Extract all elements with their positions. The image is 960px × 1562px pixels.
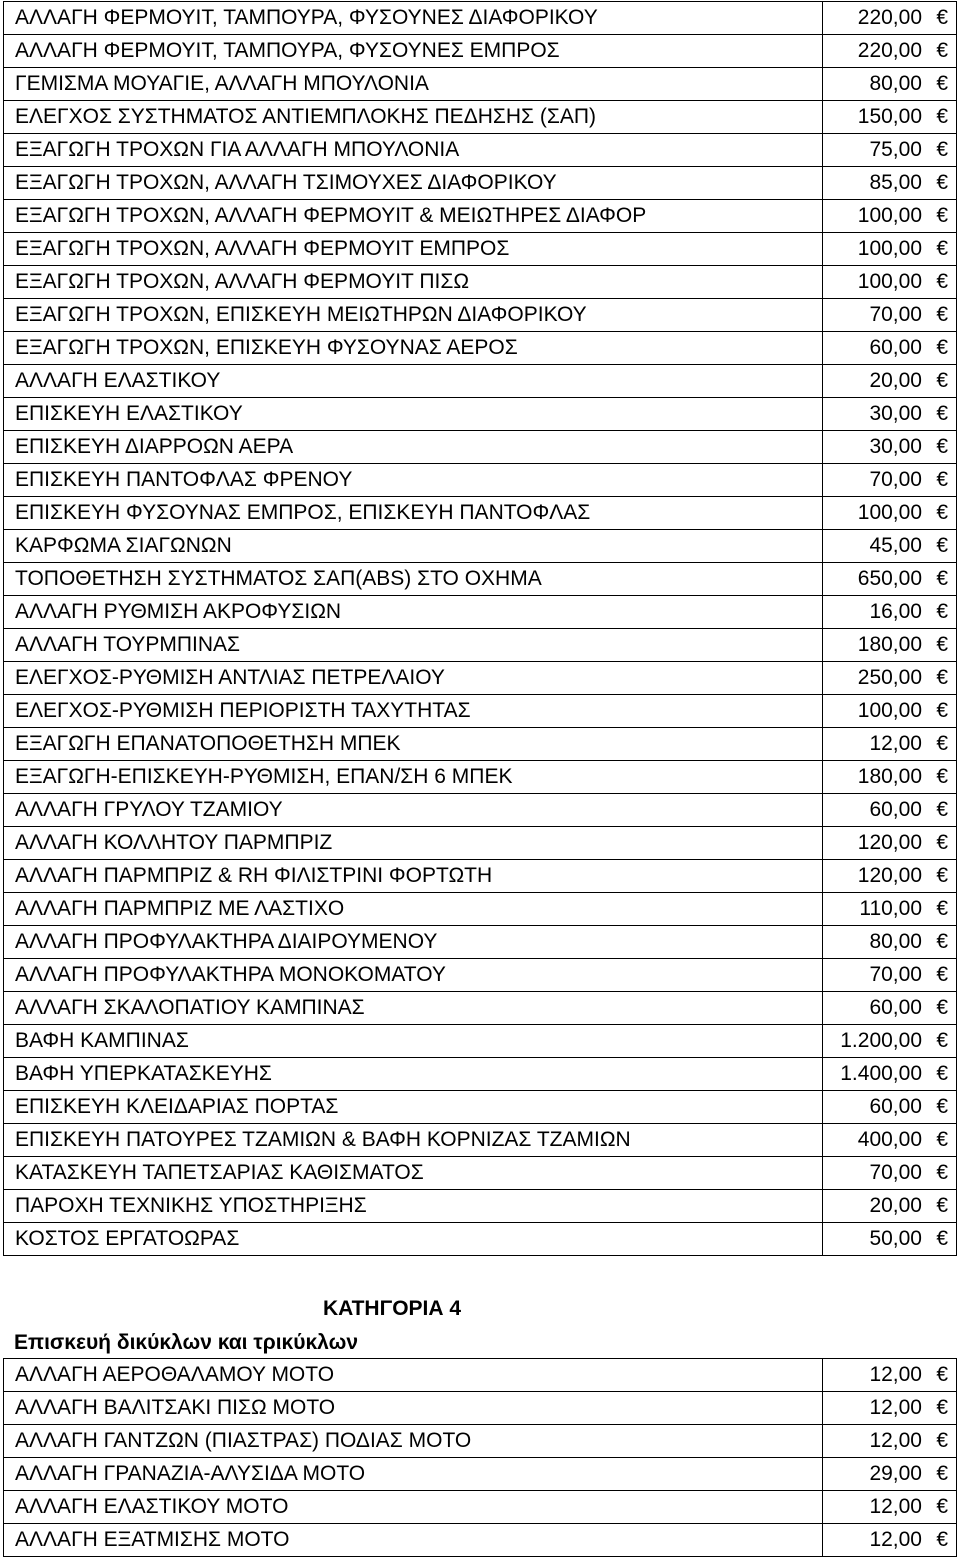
service-price: 100,00 — [857, 237, 922, 260]
euro-icon: € — [936, 1227, 948, 1250]
service-price: 12,00 — [869, 1495, 922, 1518]
euro-icon: € — [936, 336, 948, 359]
service-price-cell — [823, 266, 957, 299]
table-row — [4, 1058, 957, 1091]
table-row — [4, 992, 957, 1025]
service-description: ΑΛΛΑΓΗ ΚΟΛΛΗΤΟΥ ΠΑΡΜΠΡΙΖ — [4, 827, 823, 860]
service-price: 60,00 — [869, 1095, 922, 1118]
service-price-cell — [823, 1491, 957, 1524]
service-price: 29,00 — [869, 1462, 922, 1485]
service-price-cell — [823, 959, 957, 992]
euro-icon: € — [936, 600, 948, 623]
service-price: 110,00 — [859, 897, 922, 920]
service-description: ΕΞΑΓΩΓΗ ΤΡΟΧΩΝ, ΑΛΛΑΓΗ ΤΣΙΜΟΥΧΕΣ ΔΙΑΦΟΡΙΚΟΥ — [4, 167, 823, 200]
service-price-cell — [823, 1223, 957, 1256]
table-row — [4, 959, 957, 992]
service-price-cell — [823, 431, 957, 464]
service-price-cell — [823, 860, 957, 893]
service-price: 100,00 — [857, 699, 922, 722]
service-price-cell — [823, 35, 957, 68]
euro-icon: € — [936, 666, 948, 689]
service-price: 75,00 — [869, 138, 922, 161]
service-description: ΓΕΜΙΣΜΑ ΜΟΥΑΓΙΕ, ΑΛΛΑΓΗ ΜΠΟΥΛΟΝΙΑ — [4, 68, 823, 101]
euro-icon: € — [936, 1128, 948, 1151]
euro-icon: € — [936, 468, 948, 491]
service-price-cell — [823, 1425, 957, 1458]
table-row — [4, 860, 957, 893]
service-price-cell — [823, 1392, 957, 1425]
table-row — [4, 695, 957, 728]
service-description: ΠΑΡΟΧΗ ΤΕΧΝΙΚΗΣ ΥΠΟΣΤΗΡΙΞΗΣ — [4, 1190, 823, 1223]
table-row — [4, 2, 957, 35]
table-row — [4, 1190, 957, 1223]
service-description: ΑΛΛΑΓΗ ΕΛΑΣΤΙΚΟΥ ΜΟΤΟ — [4, 1491, 823, 1524]
euro-icon: € — [936, 1095, 948, 1118]
service-price-cell — [823, 200, 957, 233]
service-price-cell — [823, 101, 957, 134]
service-price-cell — [823, 893, 957, 926]
euro-icon: € — [936, 435, 948, 458]
service-price-cell — [823, 1025, 957, 1058]
service-price-cell — [823, 365, 957, 398]
service-description: ΑΛΛΑΓΗ ΠΑΡΜΠΡΙΖ & RH ΦΙΛΙΣΤΡΙΝΙ ΦΟΡΤΩΤΗ — [4, 860, 823, 893]
service-price: 30,00 — [869, 435, 922, 458]
euro-icon: € — [936, 138, 948, 161]
table-row — [4, 1223, 957, 1256]
service-price: 1.200,00 — [840, 1029, 922, 1052]
table-row — [4, 398, 957, 431]
category-subtitle: Επισκευή δικύκλων και τρικύκλων — [14, 1331, 359, 1354]
service-price: 180,00 — [857, 765, 922, 788]
euro-icon: € — [936, 105, 948, 128]
service-price: 12,00 — [869, 732, 922, 755]
category-title: ΚΑΤΗΓΟΡΙΑ 4 — [323, 1297, 462, 1320]
service-price: 20,00 — [869, 369, 922, 392]
euro-icon: € — [936, 171, 948, 194]
price-list-body — [4, 2, 957, 1256]
service-description: ΕΞΑΓΩΓΗ-ΕΠΙΣΚΕΥΗ-ΡΥΘΜΙΣΗ, ΕΠΑΝ/ΣΗ 6 ΜΠΕΚ — [4, 761, 823, 794]
table-row — [4, 1359, 957, 1392]
service-price: 16,00 — [869, 600, 922, 623]
euro-icon: € — [936, 501, 948, 524]
service-description: ΑΛΛΑΓΗ ΠΑΡΜΠΡΙΖ ΜΕ ΛΑΣΤΙΧΟ — [4, 893, 823, 926]
table-row — [4, 1491, 957, 1524]
euro-icon: € — [936, 996, 948, 1019]
service-price: 80,00 — [869, 72, 922, 95]
table-row — [4, 728, 957, 761]
euro-icon: € — [936, 633, 948, 656]
service-description: ΕΠΙΣΚΕΥΗ ΠΑΤΟΥΡΕΣ ΤΖΑΜΙΩΝ & ΒΑΦΗ ΚΟΡΝΙΖΑΣ ΤΖΑΜΙΩΝ — [4, 1124, 823, 1157]
service-description: ΕΞΑΓΩΓΗ ΕΠΑΝΑΤΟΠΟΘΕΤΗΣΗ ΜΠΕΚ — [4, 728, 823, 761]
service-description: ΑΛΛΑΓΗ ΡΥΘΜΙΣΗ ΑΚΡΟΦΥΣΙΩΝ — [4, 596, 823, 629]
service-price: 220,00 — [857, 6, 922, 29]
euro-icon: € — [936, 303, 948, 326]
service-description: ΑΛΛΑΓΗ ΒΑΛΙΤΣΑΚΙ ΠΙΣΩ ΜΟΤΟ — [4, 1392, 823, 1425]
service-price: 30,00 — [869, 402, 922, 425]
service-description: ΒΑΦΗ ΚΑΜΠΙΝΑΣ — [4, 1025, 823, 1058]
euro-icon: € — [936, 864, 948, 887]
euro-icon: € — [936, 72, 948, 95]
table-row — [4, 134, 957, 167]
service-description: ΑΛΛΑΓΗ ΦΕΡΜΟΥΙΤ, ΤΑΜΠΟΥΡΑ, ΦΥΣΟΥΝΕΣ ΕΜΠΡΟΣ — [4, 35, 823, 68]
service-description: ΕΛΕΓΧΟΣ ΣΥΣΤΗΜΑΤΟΣ ΑΝΤΙΕΜΠΛΟΚΗΣ ΠΕΔΗΣΗΣ (ΣΑΠ) — [4, 101, 823, 134]
service-description: ΑΛΛΑΓΗ ΣΚΑΛΟΠΑΤΙΟΥ ΚΑΜΠΙΝΑΣ — [4, 992, 823, 1025]
service-price: 12,00 — [869, 1363, 922, 1386]
table-row — [4, 662, 957, 695]
service-description: ΕΛΕΓΧΟΣ-ΡΥΘΜΙΣΗ ΠΕΡΙΟΡΙΣΤΗ ΤΑΧΥΤΗΤΑΣ — [4, 695, 823, 728]
euro-icon: € — [936, 1029, 948, 1052]
euro-icon: € — [936, 567, 948, 590]
service-price: 70,00 — [869, 468, 922, 491]
service-description: ΑΛΛΑΓΗ ΓΡΥΛΟΥ ΤΖΑΜΙΟΥ — [4, 794, 823, 827]
service-price: 60,00 — [869, 336, 922, 359]
service-price: 220,00 — [857, 39, 922, 62]
service-price: 100,00 — [857, 270, 922, 293]
service-price-cell — [823, 596, 957, 629]
service-description: ΑΛΛΑΓΗ ΕΞΑΤΜΙΣΗΣ ΜΟΤΟ — [4, 1524, 823, 1557]
service-price: 20,00 — [869, 1194, 922, 1217]
euro-icon: € — [936, 369, 948, 392]
table-row — [4, 530, 957, 563]
table-row — [4, 926, 957, 959]
service-price-cell — [823, 530, 957, 563]
service-price-cell — [823, 1091, 957, 1124]
euro-icon: € — [936, 237, 948, 260]
service-price: 100,00 — [857, 501, 922, 524]
service-price-cell — [823, 1524, 957, 1557]
service-price-cell — [823, 68, 957, 101]
service-price-cell — [823, 1458, 957, 1491]
service-description: ΑΛΛΑΓΗ ΦΕΡΜΟΥΙΤ, ΤΑΜΠΟΥΡΑ, ΦΥΣΟΥΝΕΣ ΔΙΑΦΟΡΙΚΟΥ — [4, 2, 823, 35]
table-row — [4, 1524, 957, 1557]
table-row — [4, 431, 957, 464]
table-row — [4, 1392, 957, 1425]
table-row — [4, 1157, 957, 1190]
euro-icon: € — [936, 1194, 948, 1217]
service-description: ΕΞΑΓΩΓΗ ΤΡΟΧΩΝ ΓΙΑ ΑΛΛΑΓΗ ΜΠΟΥΛΟΝΙΑ — [4, 134, 823, 167]
table-row — [4, 497, 957, 530]
euro-icon: € — [936, 1363, 948, 1386]
service-price-cell — [823, 2, 957, 35]
service-description: ΕΠΙΣΚΕΥΗ ΔΙΑΡΡΟΩΝ ΑΕΡΑ — [4, 431, 823, 464]
service-price: 50,00 — [869, 1227, 922, 1250]
service-price-cell — [823, 134, 957, 167]
service-price-cell — [823, 761, 957, 794]
table-row — [4, 299, 957, 332]
table-row — [4, 827, 957, 860]
service-price: 45,00 — [869, 534, 922, 557]
euro-icon: € — [936, 270, 948, 293]
table-row — [4, 1025, 957, 1058]
service-price: 12,00 — [869, 1528, 922, 1551]
table-row — [4, 332, 957, 365]
service-price: 85,00 — [869, 171, 922, 194]
table-row — [4, 68, 957, 101]
service-description: ΕΞΑΓΩΓΗ ΤΡΟΧΩΝ, ΕΠΙΣΚΕΥΗ ΜΕΙΩΤΗΡΩΝ ΔΙΑΦΟΡΙΚΟΥ — [4, 299, 823, 332]
service-price: 60,00 — [869, 798, 922, 821]
euro-icon: € — [936, 1161, 948, 1184]
service-description: ΚΟΣΤΟΣ ΕΡΓΑΤΟΩΡΑΣ — [4, 1223, 823, 1256]
table-row — [4, 1458, 957, 1491]
service-description: ΕΠΙΣΚΕΥΗ ΦΥΣΟΥΝΑΣ ΕΜΠΡΟΣ, ΕΠΙΣΚΕΥΗ ΠΑΝΤΟΦΛΑΣ — [4, 497, 823, 530]
service-price: 400,00 — [857, 1128, 922, 1151]
service-price-cell — [823, 695, 957, 728]
service-price: 12,00 — [869, 1429, 922, 1452]
service-price: 120,00 — [857, 831, 922, 854]
euro-icon: € — [936, 897, 948, 920]
service-price-cell — [823, 233, 957, 266]
table-row — [4, 794, 957, 827]
service-price: 650,00 — [857, 567, 922, 590]
service-description: ΑΛΛΑΓΗ ΤΟΥΡΜΠΙΝΑΣ — [4, 629, 823, 662]
service-price-cell — [823, 662, 957, 695]
euro-icon: € — [936, 534, 948, 557]
service-description: ΕΛΕΓΧΟΣ-ΡΥΘΜΙΣΗ ΑΝΤΛΙΑΣ ΠΕΤΡΕΛΑΙΟΥ — [4, 662, 823, 695]
euro-icon: € — [936, 765, 948, 788]
service-price: 100,00 — [857, 204, 922, 227]
euro-icon: € — [936, 930, 948, 953]
table-row — [4, 35, 957, 68]
service-price: 60,00 — [869, 996, 922, 1019]
service-description: ΕΞΑΓΩΓΗ ΤΡΟΧΩΝ, ΑΛΛΑΓΗ ΦΕΡΜΟΥΙΤ & ΜΕΙΩΤΗΡΕΣ ΔΙΑΦΟΡ — [4, 200, 823, 233]
table-row — [4, 893, 957, 926]
service-price-cell — [823, 827, 957, 860]
euro-icon: € — [936, 402, 948, 425]
euro-icon: € — [936, 1062, 948, 1085]
category-4-price-body — [4, 1359, 957, 1557]
table-row — [4, 1124, 957, 1157]
euro-icon: € — [936, 1396, 948, 1419]
service-price-cell — [823, 1124, 957, 1157]
euro-icon: € — [936, 1462, 948, 1485]
table-row — [4, 563, 957, 596]
euro-icon: € — [936, 699, 948, 722]
service-price: 120,00 — [857, 864, 922, 887]
table-row — [4, 233, 957, 266]
euro-icon: € — [936, 1495, 948, 1518]
service-price: 180,00 — [857, 633, 922, 656]
table-row — [4, 464, 957, 497]
table-row — [4, 761, 957, 794]
service-price-cell — [823, 464, 957, 497]
service-price: 1.400,00 — [840, 1062, 922, 1085]
service-price-cell — [823, 563, 957, 596]
service-description: ΑΛΛΑΓΗ ΠΡΟΦΥΛΑΚΤΗΡΑ ΔΙΑΙΡΟΥΜΕΝΟΥ — [4, 926, 823, 959]
service-price-cell — [823, 167, 957, 200]
service-description: ΕΞΑΓΩΓΗ ΤΡΟΧΩΝ, ΑΛΛΑΓΗ ΦΕΡΜΟΥΙΤ ΠΙΣΩ — [4, 266, 823, 299]
service-price-cell — [823, 497, 957, 530]
service-description: ΑΛΛΑΓΗ ΠΡΟΦΥΛΑΚΤΗΡΑ ΜΟΝΟΚΟΜΑΤΟΥ — [4, 959, 823, 992]
table-row — [4, 101, 957, 134]
service-price: 150,00 — [857, 105, 922, 128]
service-price-cell — [823, 1157, 957, 1190]
table-row — [4, 365, 957, 398]
euro-icon: € — [936, 204, 948, 227]
service-price-cell — [823, 1190, 957, 1223]
euro-icon: € — [936, 732, 948, 755]
service-price-cell — [823, 629, 957, 662]
service-description: ΒΑΦΗ ΥΠΕΡΚΑΤΑΣΚΕΥΗΣ — [4, 1058, 823, 1091]
service-price-cell — [823, 992, 957, 1025]
service-description: ΕΠΙΣΚΕΥΗ ΚΛΕΙΔΑΡΙΑΣ ΠΟΡΤΑΣ — [4, 1091, 823, 1124]
table-row — [4, 629, 957, 662]
service-price-cell — [823, 332, 957, 365]
service-description: ΑΛΛΑΓΗ ΕΛΑΣΤΙΚΟΥ — [4, 365, 823, 398]
table-row — [4, 167, 957, 200]
service-price: 70,00 — [869, 303, 922, 326]
service-price-cell — [823, 794, 957, 827]
category-4-price-table — [3, 1358, 957, 1557]
service-price: 250,00 — [857, 666, 922, 689]
service-price-cell — [823, 1359, 957, 1392]
euro-icon: € — [936, 1528, 948, 1551]
service-description: ΕΞΑΓΩΓΗ ΤΡΟΧΩΝ, ΑΛΛΑΓΗ ΦΕΡΜΟΥΙΤ ΕΜΠΡΟΣ — [4, 233, 823, 266]
service-price: 70,00 — [869, 1161, 922, 1184]
service-price-cell — [823, 728, 957, 761]
service-description: ΑΛΛΑΓΗ ΓΡΑΝΑΖΙΑ-ΑΛΥΣΙΔΑ ΜΟΤΟ — [4, 1458, 823, 1491]
table-row — [4, 200, 957, 233]
service-description: ΕΠΙΣΚΕΥΗ ΠΑΝΤΟΦΛΑΣ ΦΡΕΝΟΥ — [4, 464, 823, 497]
euro-icon: € — [936, 39, 948, 62]
service-price: 12,00 — [869, 1396, 922, 1419]
table-row — [4, 596, 957, 629]
service-description: ΚΑΤΑΣΚΕΥΗ ΤΑΠΕΤΣΑΡΙΑΣ ΚΑΘΙΣΜΑΤΟΣ — [4, 1157, 823, 1190]
euro-icon: € — [936, 963, 948, 986]
service-description: ΑΛΛΑΓΗ ΑΕΡΟΘΑΛΑΜΟΥ ΜΟΤΟ — [4, 1359, 823, 1392]
euro-icon: € — [936, 831, 948, 854]
service-price-cell — [823, 299, 957, 332]
table-row — [4, 1425, 957, 1458]
service-description: ΕΞΑΓΩΓΗ ΤΡΟΧΩΝ, ΕΠΙΣΚΕΥΗ ΦΥΣΟΥΝΑΣ ΑΕΡΟΣ — [4, 332, 823, 365]
service-description: ΑΛΛΑΓΗ ΓΑΝΤΖΩΝ (ΠΙΑΣΤΡΑΣ) ΠΟΔΙΑΣ ΜΟΤΟ — [4, 1425, 823, 1458]
service-price-cell — [823, 926, 957, 959]
table-row — [4, 1091, 957, 1124]
service-description: ΤΟΠΟΘΕΤΗΣΗ ΣΥΣΤΗΜΑΤΟΣ ΣΑΠ(ABS) ΣΤΟ ΟΧΗΜΑ — [4, 563, 823, 596]
service-price: 80,00 — [869, 930, 922, 953]
service-price-cell — [823, 1058, 957, 1091]
service-price: 70,00 — [869, 963, 922, 986]
euro-icon: € — [936, 798, 948, 821]
euro-icon: € — [936, 1429, 948, 1452]
service-description: ΕΠΙΣΚΕΥΗ ΕΛΑΣΤΙΚΟΥ — [4, 398, 823, 431]
table-row — [4, 266, 957, 299]
price-list-table — [3, 1, 957, 1256]
service-price-cell — [823, 398, 957, 431]
service-description: ΚΑΡΦΩΜΑ ΣΙΑΓΩΝΩΝ — [4, 530, 823, 563]
euro-icon: € — [936, 6, 948, 29]
